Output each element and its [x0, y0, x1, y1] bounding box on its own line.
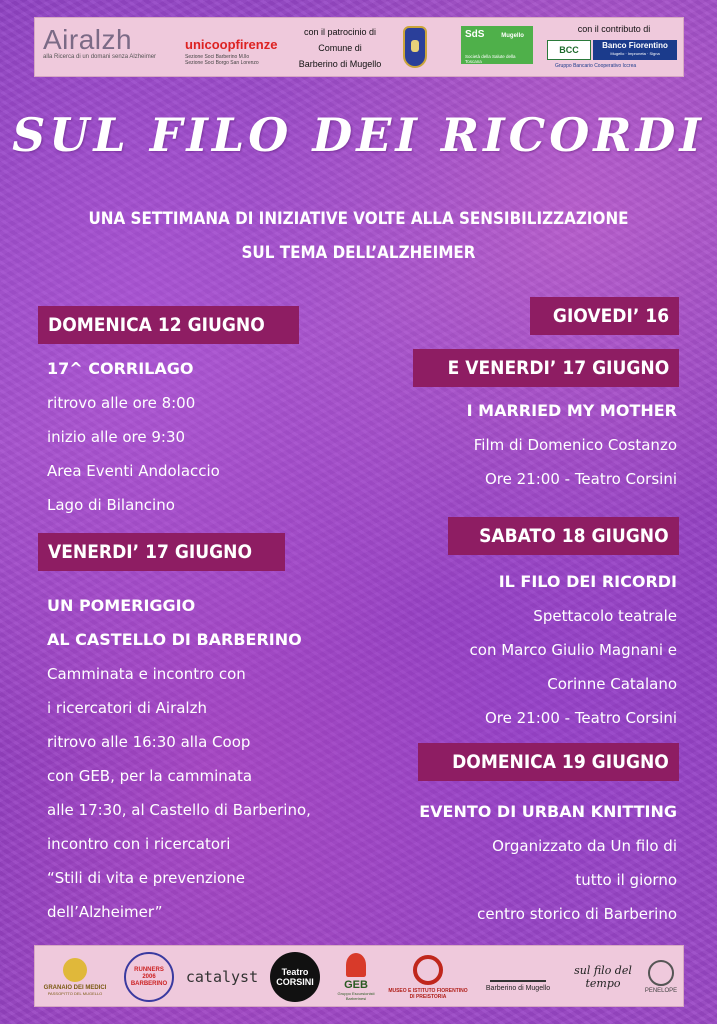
patrocinio-line2: Comune di: [318, 43, 362, 53]
teatro-corsini-badge: Teatro CORSINI: [270, 952, 320, 1002]
event-header-domenica-12: [38, 306, 299, 344]
event-header-sabato-18: [448, 517, 679, 555]
banco-fiorentino-name: Banco Fiorentino: [602, 41, 668, 50]
runners-logo: [117, 952, 181, 1002]
event-domenica-19-details: [419, 795, 677, 931]
event-domenica-12-details: [47, 352, 220, 522]
unicoop-tagline-2: Sezione Soci Borgo San Lorenzo: [185, 60, 259, 66]
patrocinio-line1: con il patrocinio di: [303, 27, 377, 37]
sds-area: Mugello: [501, 33, 524, 39]
airalzh-logo: [43, 24, 156, 60]
event-line: incontro con i ricercatori: [47, 835, 231, 853]
event-header-sabato-18-label: SABATO 18 GIUGNO: [479, 525, 669, 547]
event-line: con Marco Giulio Magnani e: [469, 641, 677, 659]
event-header-venerdi-17-label: VENERDI’ 17 GIUGNO: [48, 541, 253, 563]
event-line: centro storico di Barberino: [477, 905, 677, 923]
subtitle-line1: UNA SETTIMANA DI INIZIATIVE VOLTE ALLA SENSIBILIZZAZIONE: [88, 209, 629, 228]
geb-sub: Gruppo Escursionisti Barberinesi: [337, 991, 375, 1001]
event-line: i ricercatori di Airalzh: [47, 699, 207, 717]
contributo-label: con il contributo di: [577, 24, 651, 34]
sponsor-bar-bottom: [34, 945, 684, 1007]
unicoop-logo: [185, 36, 277, 66]
museo-name: MUSEO E ISTITUTO FIORENTINO DI PREISTORIA: [388, 987, 468, 1000]
event-line: alle 17:30, al Castello di Barberino,: [47, 801, 311, 819]
page-title: SUL FILO DEI RICORDI: [12, 108, 705, 162]
event-line: Film di Domenico Costanzo: [473, 436, 677, 454]
event-line: Ore 21:00 - Teatro Corsini: [485, 470, 677, 488]
teatro-corsini-logo: [263, 952, 327, 1002]
event-header-venerdi-17-giugno-label: E VENERDI’ 17 GIUGNO: [447, 357, 669, 379]
wheat-icon: [63, 958, 87, 982]
event-header-venerdi-17: [38, 533, 285, 571]
event-line: Lago di Bilancino: [47, 496, 175, 514]
event-giovedi-16-details: [467, 394, 677, 496]
penelope-name: PENELOPE: [644, 988, 678, 994]
granaio-name: GRANAIO DEI MEDICI: [43, 985, 107, 991]
unicoop-name: unicoopfirenze: [185, 37, 278, 52]
event-line: Spettacolo teatrale: [533, 607, 677, 625]
event-line: ritrovo alle ore 8:00: [47, 394, 196, 412]
event-line: I MARRIED MY MOTHER: [466, 401, 677, 420]
gruppo-iccrea: Gruppo Bancario Cooperativo Iccrea: [555, 63, 637, 69]
event-line: Organizzato da Un filo di: [492, 837, 677, 855]
event-header-giovedi-16: [530, 297, 679, 335]
comune-crest-icon: [403, 26, 427, 68]
modaioli-name: Barberino di Mugello: [485, 985, 551, 992]
event-line: ritrovo alle 16:30 alla Coop: [47, 733, 251, 751]
event-line: Area Eventi Andolaccio: [47, 462, 220, 480]
event-line: IL FILO DEI RICORDI: [498, 572, 677, 591]
penelope-logo: [641, 952, 681, 1002]
event-header-domenica-19: [418, 743, 679, 781]
event-line: dell’Alzheimer”: [47, 903, 163, 921]
runners-badge: RUNNERS 2006 BARBERINO: [124, 952, 174, 1002]
museo-preistoria-logo: [387, 952, 469, 1002]
sds-name: SdS: [465, 29, 485, 40]
spiral-icon: [413, 955, 443, 985]
event-line: UN POMERIGGIO: [47, 596, 196, 615]
event-line: Camminata e incontro con: [47, 665, 246, 683]
event-header-domenica-12-label: DOMENICA 12 GIUGNO: [48, 314, 265, 336]
airalzh-name: Airalzh: [43, 24, 133, 55]
event-header-giovedi-16-label: GIOVEDI’ 16: [552, 305, 669, 327]
subtitle: [29, 202, 689, 270]
sds-tagline: Società della Salute della Toscana: [465, 54, 516, 64]
banco-fiorentino-logo: [593, 40, 677, 60]
rooster-icon: [346, 953, 366, 977]
geb-name: GEB: [344, 979, 368, 991]
event-line: EVENTO DI URBAN KNITTING: [419, 802, 677, 821]
catalyst-logo: catalyst: [185, 968, 259, 986]
skyline-icon: [490, 962, 546, 982]
sul-filo-del-tempo-logo: sul filo del tempo: [574, 964, 632, 990]
banco-fiorentino-sub: Mugello · Impruneta · Signa: [610, 51, 660, 56]
event-line: Corinne Catalano: [547, 675, 677, 693]
event-line: con GEB, per la camminata: [47, 767, 253, 785]
airalzh-tagline: alla Ricerca di un domani senza Alzheimer: [43, 54, 157, 60]
event-line: tutto il giorno: [575, 871, 677, 889]
subtitle-line2: SUL TEMA DELL’ALZHEIMER: [241, 243, 476, 262]
event-header-venerdi-17-giugno: [413, 349, 679, 387]
unicoop-tagline-1: Sezione Soci Barberino M.llo: [185, 54, 250, 60]
patrocinio-text: [285, 24, 395, 72]
event-line: AL CASTELLO DI BARBERINO: [47, 630, 302, 649]
event-venerdi-17-details: [47, 589, 311, 929]
sds-logo: [461, 26, 533, 64]
geb-logo: [331, 952, 381, 1002]
event-line: “Stili di vita e prevenzione: [47, 869, 245, 887]
sponsor-bar-top: [34, 17, 684, 77]
event-line: 17^ CORRILAGO: [47, 359, 194, 378]
modaioli-logo: [475, 952, 561, 1002]
granaio-logo: [41, 952, 109, 1002]
granaio-sub: PASSOPITTO DEL MUGELLO: [47, 991, 103, 996]
event-header-domenica-19-label: DOMENICA 19 GIUGNO: [452, 751, 669, 773]
event-line: Ore 21:00 - Teatro Corsini: [485, 709, 677, 727]
penelope-icon: [648, 960, 674, 986]
event-line: inizio alle ore 9:30: [47, 428, 186, 446]
patrocinio-line3: Barberino di Mugello: [298, 59, 382, 69]
event-sabato-18-details: [470, 565, 677, 735]
bcc-logo: BCC: [547, 40, 591, 60]
